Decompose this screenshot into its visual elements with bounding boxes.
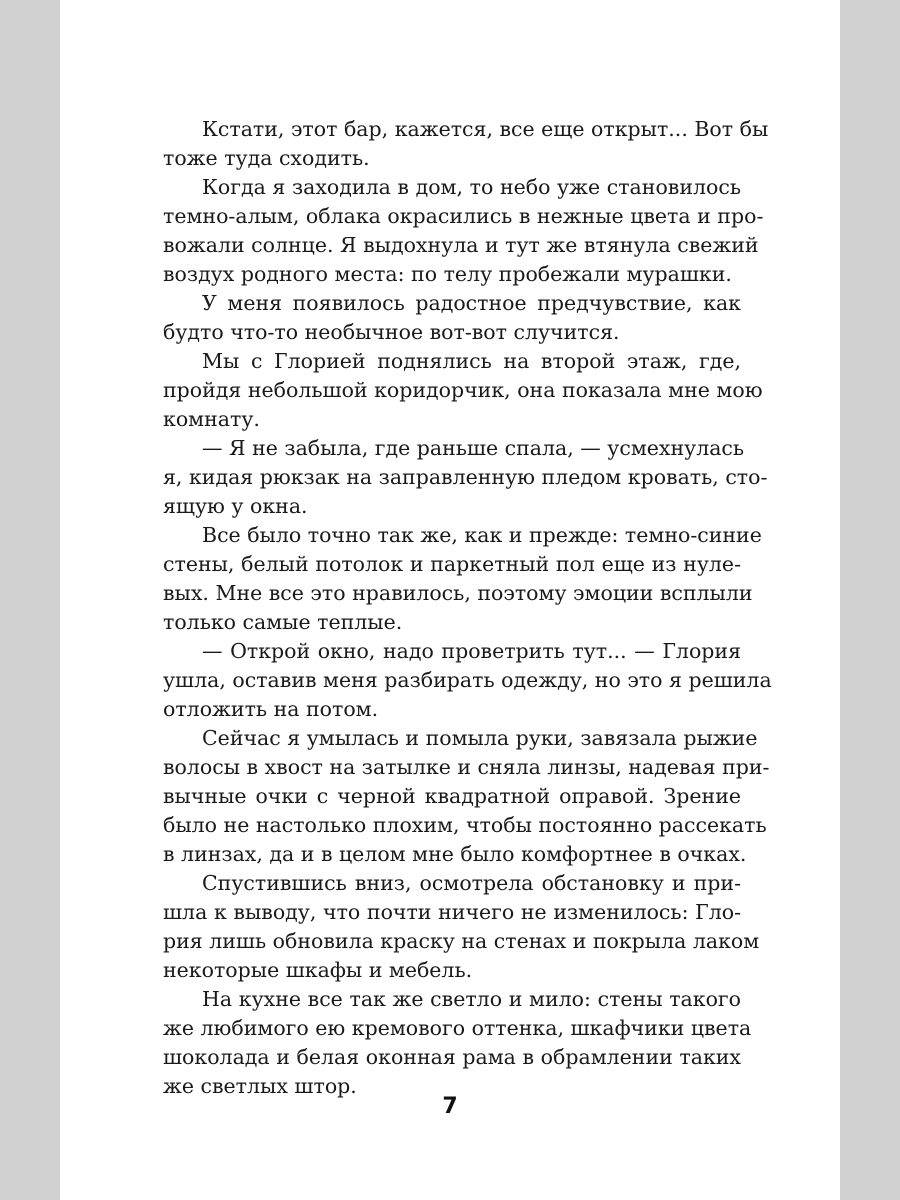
text-line: Когда я заходила в дом, то небо уже становилось [202,175,741,199]
text-line: шла к выводу, что почти ничего не изменилось: Гло- [163,900,741,924]
text-line: ушла, оставив меня разбирать одежду, но это я решила [163,668,772,692]
text-line: некоторые шкафы и мебель. [163,958,473,982]
text-line: темно-алым, облака окрасились в нежные цвета и про- [163,204,764,228]
text-line: вожали солнце. Я выдохнула и тут же втянула свежий [163,233,759,257]
page-number: 7 [442,1094,458,1119]
text-line: Сейчас я умылась и помыла руки, завязала рыжие [202,726,758,750]
text-line: шоколада и белая оконная рама в обрамлении таких [163,1045,741,1069]
text-line: — Я не забыла, где раньше спала, — усмехнулась [202,436,745,460]
text-line: вычные очки с черной квадратной оправой. Зрение [163,784,741,808]
text-line: стены, белый потолок и паркетный пол еще из нуле- [163,552,741,576]
text-line: я, кидая рюкзак на заправленную пледом кровать, сто- [163,465,768,489]
text-line: было не настолько плохим, чтобы постоянно рассекать [163,813,767,837]
text-line: рия лишь обновила краску на стенах и покрыла лаком [163,929,760,953]
text-line: На кухне все так же светло и мило: стены такого [202,987,741,1011]
text-line: волосы в хвост на затылке и сняла линзы, надевая при- [163,755,770,779]
text-line: Кстати, этот бар, кажется, все еще открыт... Вот бы [202,117,769,141]
text-line: вых. Мне все это нравилось, поэтому эмоции всплыли [163,581,753,605]
body-text [163,115,772,1101]
text-line: будто что-то необычное вот-вот случится. [163,320,620,344]
text-line: же любимого ею кремового оттенка, шкафчики цвета [163,1016,752,1040]
text-line: же светлых штор. [163,1074,357,1098]
text-line: воздух родного места: по телу пробежали мурашки. [163,262,732,286]
text-line: тоже туда сходить. [163,146,370,170]
text-line: Мы с Глорией поднялись на второй этаж, где, [202,349,741,373]
text-line: — Открой окно, надо проветрить тут... — Глория [202,639,741,663]
text-line: ящую у окна. [163,494,308,518]
text-line: комнату. [163,407,260,431]
text-line: пройдя небольшой коридорчик, она показала мне мою [163,378,763,402]
text-line: Все было точно так же, как и прежде: темно-синие [202,523,762,547]
text-line: Спустившись вниз, осмотрела обстановку и при- [202,871,741,895]
text-line: отложить на потом. [163,697,379,721]
text-line: У меня появилось радостное предчувствие, как [202,291,741,315]
text-line: только самые теплые. [163,610,403,634]
text-line: в линзах, да и в целом мне было комфортнее в очках. [163,842,747,866]
